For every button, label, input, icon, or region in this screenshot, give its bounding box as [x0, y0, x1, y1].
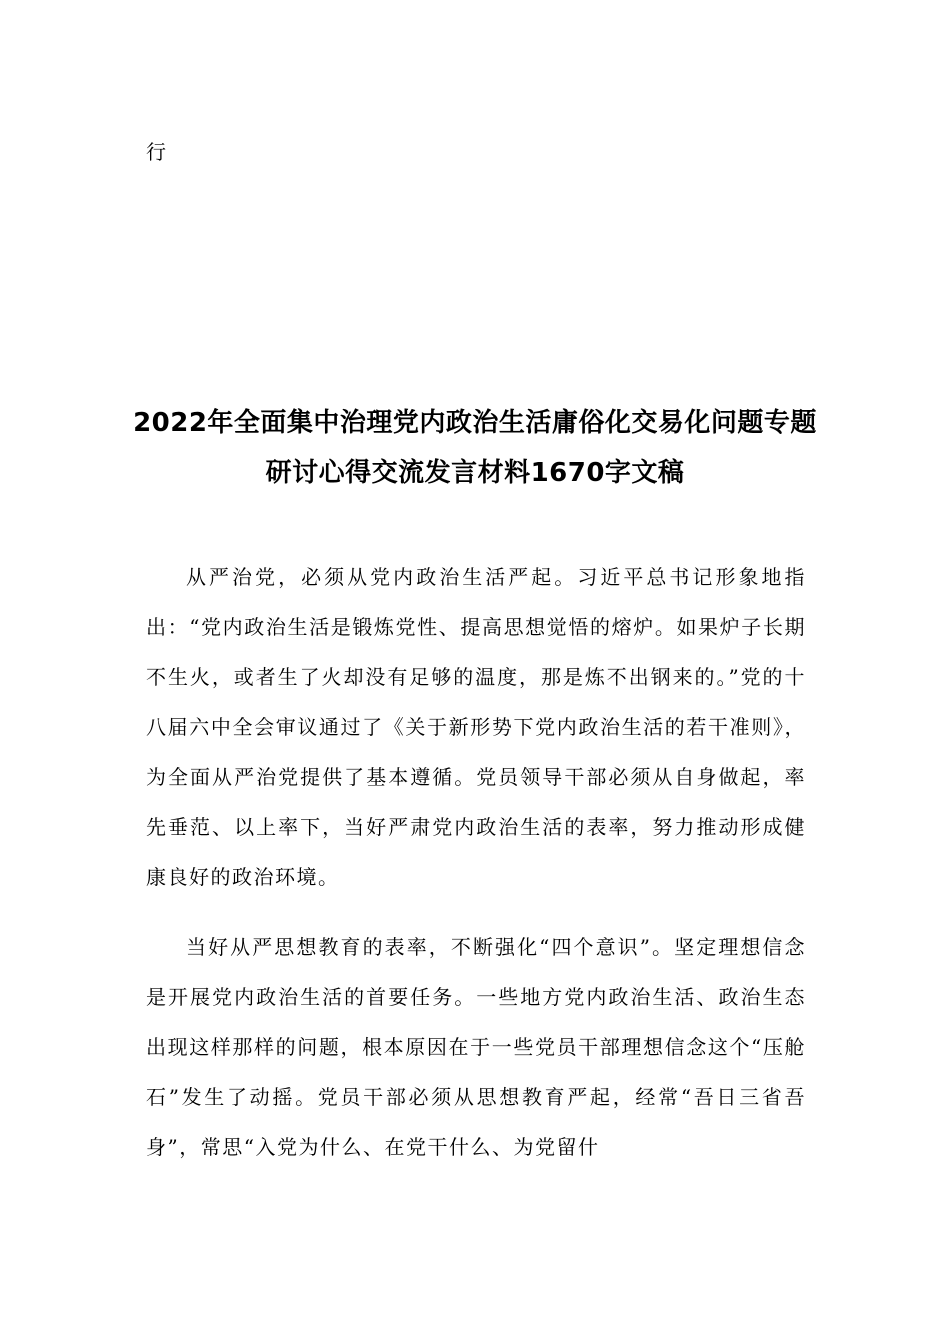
body-paragraph-2: 当好从严思想教育的表率，不断强化“四个意识”。坚定理想信念是开展党内政治生活的首要任务。一些地方党内政治生活、政治生态出现这样那样的问题，根本原因在于一些党员干部理想信念这个“压舱石”发生了动摇。党员干部必须从思想教育严起，经常“吾日三省吾身”，常思“入党为什么、在党干什么、为党留什 — [146, 935, 806, 1159]
previous-page-fragment: 行 — [146, 140, 166, 164]
body-paragraph-1: 从严治党，必须从党内政治生活严起。习近平总书记形象地指出：“党内政治生活是锻炼党性、提高思想觉悟的熔炉。如果炉子长期不生火，或者生了火却没有足够的温度，那是炼不出钢来的。”党的十八届六中全会审议通过了《关于新形势下党内政治生活的若干准则》，为全面从严治党提供了基本遵循。党员领导干部必须从自身做起，率先垂范、以上率下，当好严肃党内政治生活的表率，努力推动形成健康良好的政治环境。 — [146, 565, 806, 889]
document-title: 2022年全面集中治理党内政治生活庸俗化交易化问题专题研讨心得交流发言材料1670字文稿 — [133, 408, 817, 488]
